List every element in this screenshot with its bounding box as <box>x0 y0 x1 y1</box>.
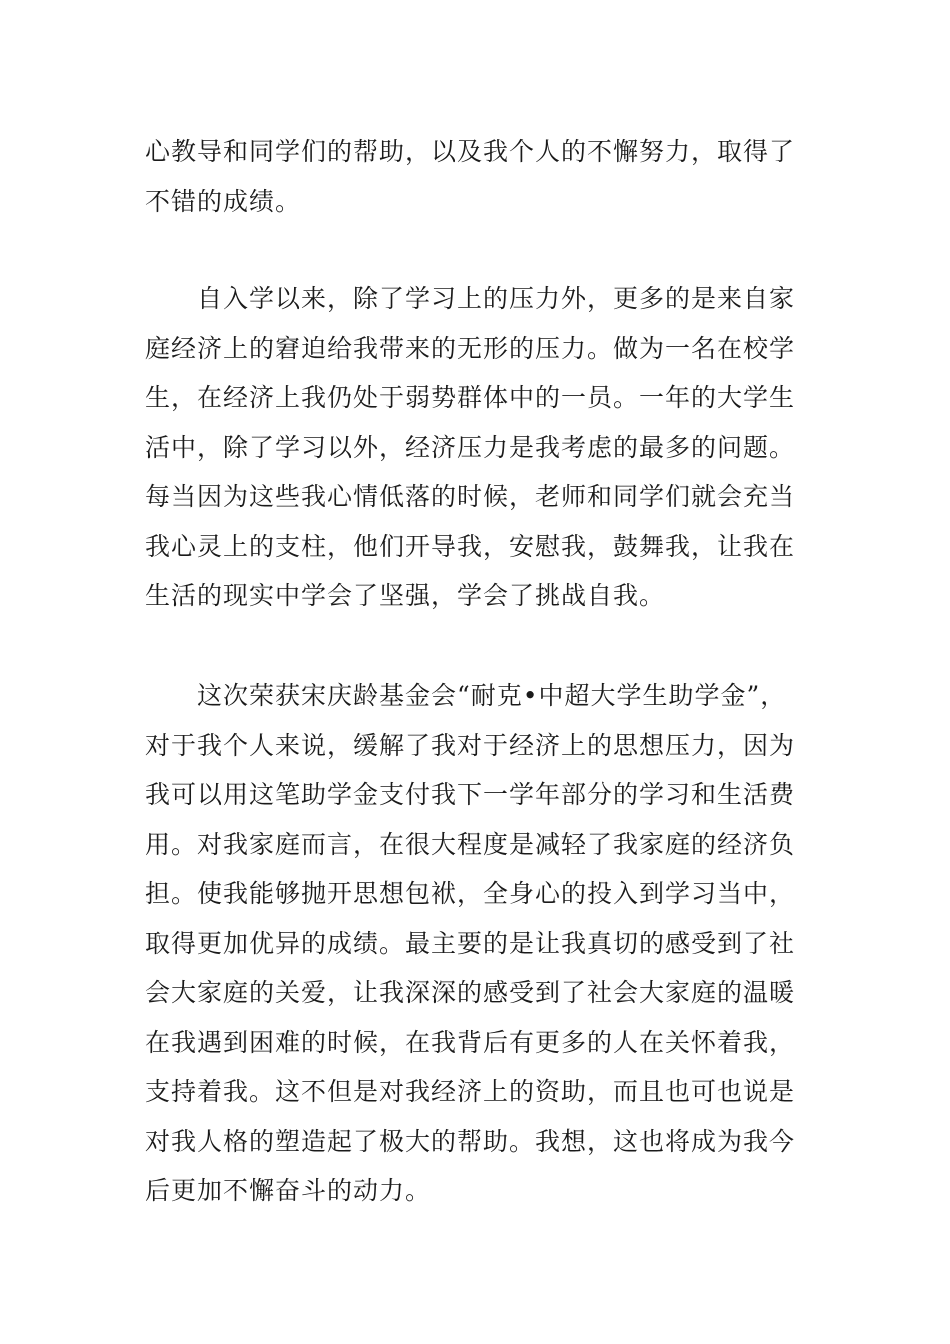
text-line: 生，在经济上我仍处于弱势群体中的一员。一年的大学生 <box>145 383 796 412</box>
text-line: 心教导和同学们的帮助，以及我个人的不懈努力，取得了 <box>145 137 796 166</box>
text-line: 不错的成绩。 <box>145 186 302 216</box>
paragraph-2 <box>145 274 809 621</box>
paragraph-3 <box>145 671 809 1216</box>
text-line: 用。对我家庭而言，在很大程度是减轻了我家庭的经济负 <box>145 829 796 859</box>
text-line: 活中，除了学习以外，经济压力是我考虑的最多的问题。 <box>145 432 796 462</box>
text-line: 担。使我能够抛开思想包袱，全身心的投入到学习当中， <box>145 879 796 908</box>
text-line: 我心灵上的支柱，他们开导我，安慰我，鼓舞我，让我在 <box>145 531 796 561</box>
text-line: 取得更加优异的成绩。最主要的是让我真切的感受到了社 <box>145 928 796 958</box>
text-line: 对我人格的塑造起了极大的帮助。我想，这也将成为我今 <box>145 1126 796 1156</box>
text-line: 在我遇到困难的时候，在我背后有更多的人在关怀着我， <box>145 1027 796 1057</box>
text-line: 我可以用这笔助学金支付我下一学年部分的学习和生活费 <box>145 780 796 809</box>
text-line: 自入学以来，除了学习上的压力外，更多的是来自家 <box>145 284 796 313</box>
text-line: 会大家庭的关爱，让我深深的感受到了社会大家庭的温暖 <box>145 978 796 1007</box>
text-line: 后更加不懈奋斗的动力。 <box>145 1176 432 1205</box>
text-line: 庭经济上的窘迫给我带来的无形的压力。做为一名在校学 <box>145 333 796 363</box>
text-line: 支持着我。这不但是对我经济上的资助，而且也可也说是 <box>145 1077 796 1106</box>
text-line: 对于我个人来说，缓解了我对于经济上的思想压力，因为 <box>145 730 796 760</box>
paragraph-1 <box>145 127 809 226</box>
text-line: 这次荣获宋庆龄基金会“耐克•中超大学生助学金”， <box>145 681 787 710</box>
text-line: 每当因为这些我心情低落的时候，老师和同学们就会充当 <box>145 482 796 511</box>
text-line: 生活的现实中学会了坚强，学会了挑战自我。 <box>145 581 666 610</box>
